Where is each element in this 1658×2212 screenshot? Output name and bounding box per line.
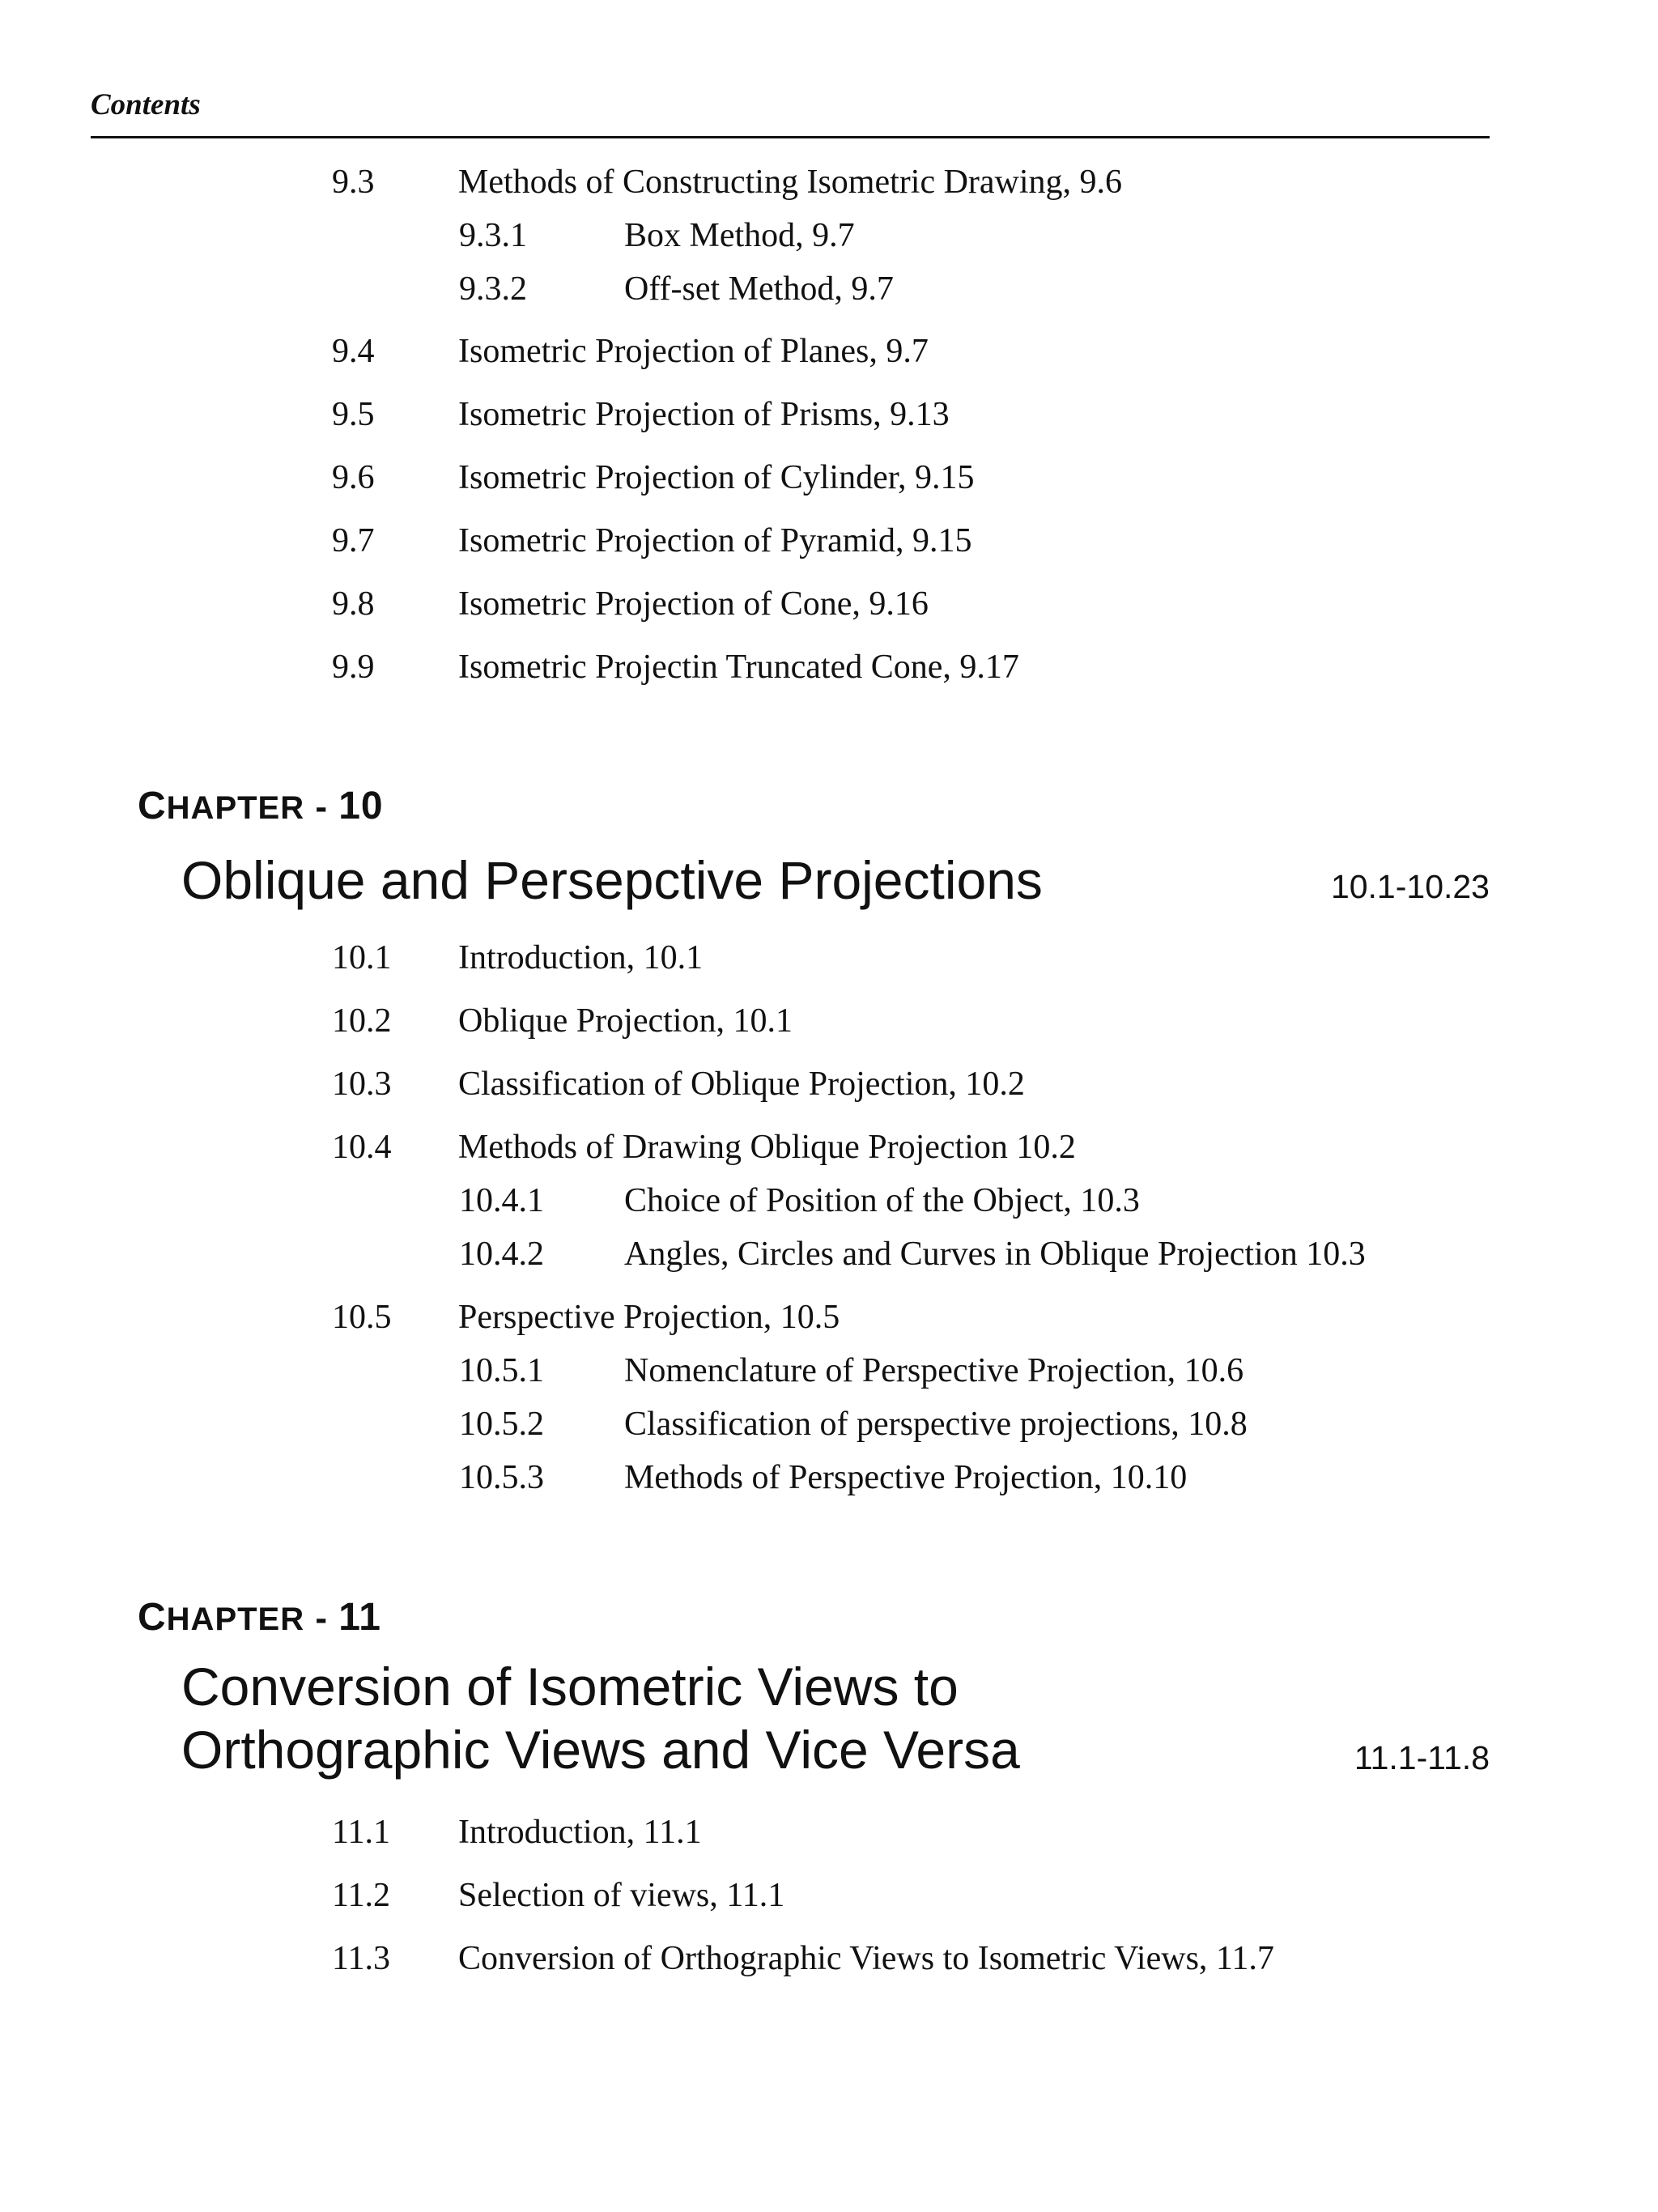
- toc-entry-number: 9.9: [332, 649, 375, 686]
- toc-entry-text: Isometric Projection of Cylinder, 9.15: [458, 459, 975, 496]
- toc-entry-text: Introduction, 10.1: [458, 939, 704, 976]
- chapter-10-label: [138, 784, 384, 828]
- toc-entry-text: Isometric Projection of Planes, 9.7: [458, 333, 929, 370]
- toc-entry-text: Methods of Constructing Isometric Drawing, 9.6: [458, 164, 1123, 201]
- toc-entry-number: 9.7: [332, 522, 375, 559]
- toc-entry-text: Oblique Projection, 10.1: [458, 1002, 793, 1040]
- toc-entry-text: Isometric Projection of Pyramid, 9.15: [458, 522, 972, 559]
- toc-entry-number: 10.4.2: [459, 1236, 544, 1273]
- chapter-label-word: HAPTER: [166, 790, 305, 826]
- chapter-label-number: 10: [338, 785, 384, 827]
- toc-entry-number: 9.6: [332, 459, 375, 496]
- chapter-11-label: [138, 1595, 381, 1640]
- toc-entry-text: Off-set Method, 9.7: [624, 270, 894, 308]
- toc-entry-number: 10.1: [332, 939, 392, 976]
- toc-entry-text: Box Method, 9.7: [624, 217, 855, 254]
- toc-entry-number: 9.8: [332, 585, 375, 623]
- chapter-11-title-line-1[interactable]: Conversion of Isometric Views to: [181, 1657, 959, 1716]
- toc-entry-text: Angles, Circles and Curves in Oblique Projection 10.3: [624, 1236, 1366, 1273]
- toc-entry-number: 11.1: [332, 1814, 390, 1851]
- chapter-10-title[interactable]: Oblique and Persepctive Projections: [181, 850, 1043, 910]
- chapter-label-initial: C: [138, 785, 167, 827]
- toc-entry-number: 11.3: [332, 1940, 390, 1977]
- toc-entry-text: Isometric Projection of Cone, 9.16: [458, 585, 929, 623]
- toc-entry-number: 10.3: [332, 1066, 392, 1103]
- chapter-11-page-range: 11.1-11.8: [1354, 1739, 1490, 1776]
- toc-entry-number: 9.3.1: [459, 217, 527, 254]
- toc-entry-number: 10.5.2: [459, 1406, 544, 1443]
- toc-entry-text: Isometric Projection of Prisms, 9.13: [458, 396, 950, 433]
- toc-entry-text: Perspective Projection, 10.5: [458, 1299, 840, 1336]
- chapter-label-word: HAPTER: [166, 1602, 305, 1637]
- toc-entry-text: Methods of Perspective Projection, 10.10: [624, 1459, 1188, 1496]
- chapter-label-separator: -: [304, 787, 339, 827]
- toc-entry-number: 9.3.2: [459, 270, 527, 308]
- toc-entry-text: Methods of Drawing Oblique Projection 10.2: [458, 1129, 1076, 1166]
- toc-entry-number: 10.4: [332, 1129, 392, 1166]
- toc-entry-number: 10.5.3: [459, 1459, 544, 1496]
- header-rule: [91, 136, 1490, 138]
- toc-entry-number: 10.4.1: [459, 1182, 544, 1219]
- toc-entry-text: Choice of Position of the Object, 10.3: [624, 1182, 1140, 1219]
- toc-entry-number: 10.2: [332, 1002, 392, 1040]
- toc-entry-text: Nomenclature of Perspective Projection, 10.6: [624, 1352, 1244, 1389]
- toc-entry-text: Classification of Oblique Projection, 10.2: [458, 1066, 1025, 1103]
- toc-entry-number: 11.2: [332, 1877, 390, 1914]
- toc-entry-text: Classification of perspective projections, 10.8: [624, 1406, 1248, 1443]
- toc-entry-number: 9.5: [332, 396, 375, 433]
- chapter-10-page-range: 10.1-10.23: [1330, 868, 1490, 905]
- toc-entry-number: 9.4: [332, 333, 375, 370]
- toc-entry-text: Introduction, 11.1: [458, 1814, 702, 1851]
- chapter-11-title-line-2[interactable]: Orthographic Views and Vice Versa: [181, 1720, 1020, 1780]
- toc-entry-number: 10.5.1: [459, 1352, 544, 1389]
- toc-entry-number: 10.5: [332, 1299, 392, 1336]
- running-header-contents: Contents: [91, 88, 201, 121]
- toc-entry-number: 9.3: [332, 164, 375, 201]
- toc-entry-text: Selection of views, 11.1: [458, 1877, 785, 1914]
- chapter-label-separator: -: [304, 1598, 339, 1638]
- toc-entry-text: Conversion of Orthographic Views to Isometric Views, 11.7: [458, 1940, 1274, 1977]
- chapter-label-initial: C: [138, 1596, 167, 1639]
- toc-entry-text: Isometric Projectin Truncated Cone, 9.17: [458, 649, 1019, 686]
- chapter-label-number: 11: [338, 1596, 381, 1639]
